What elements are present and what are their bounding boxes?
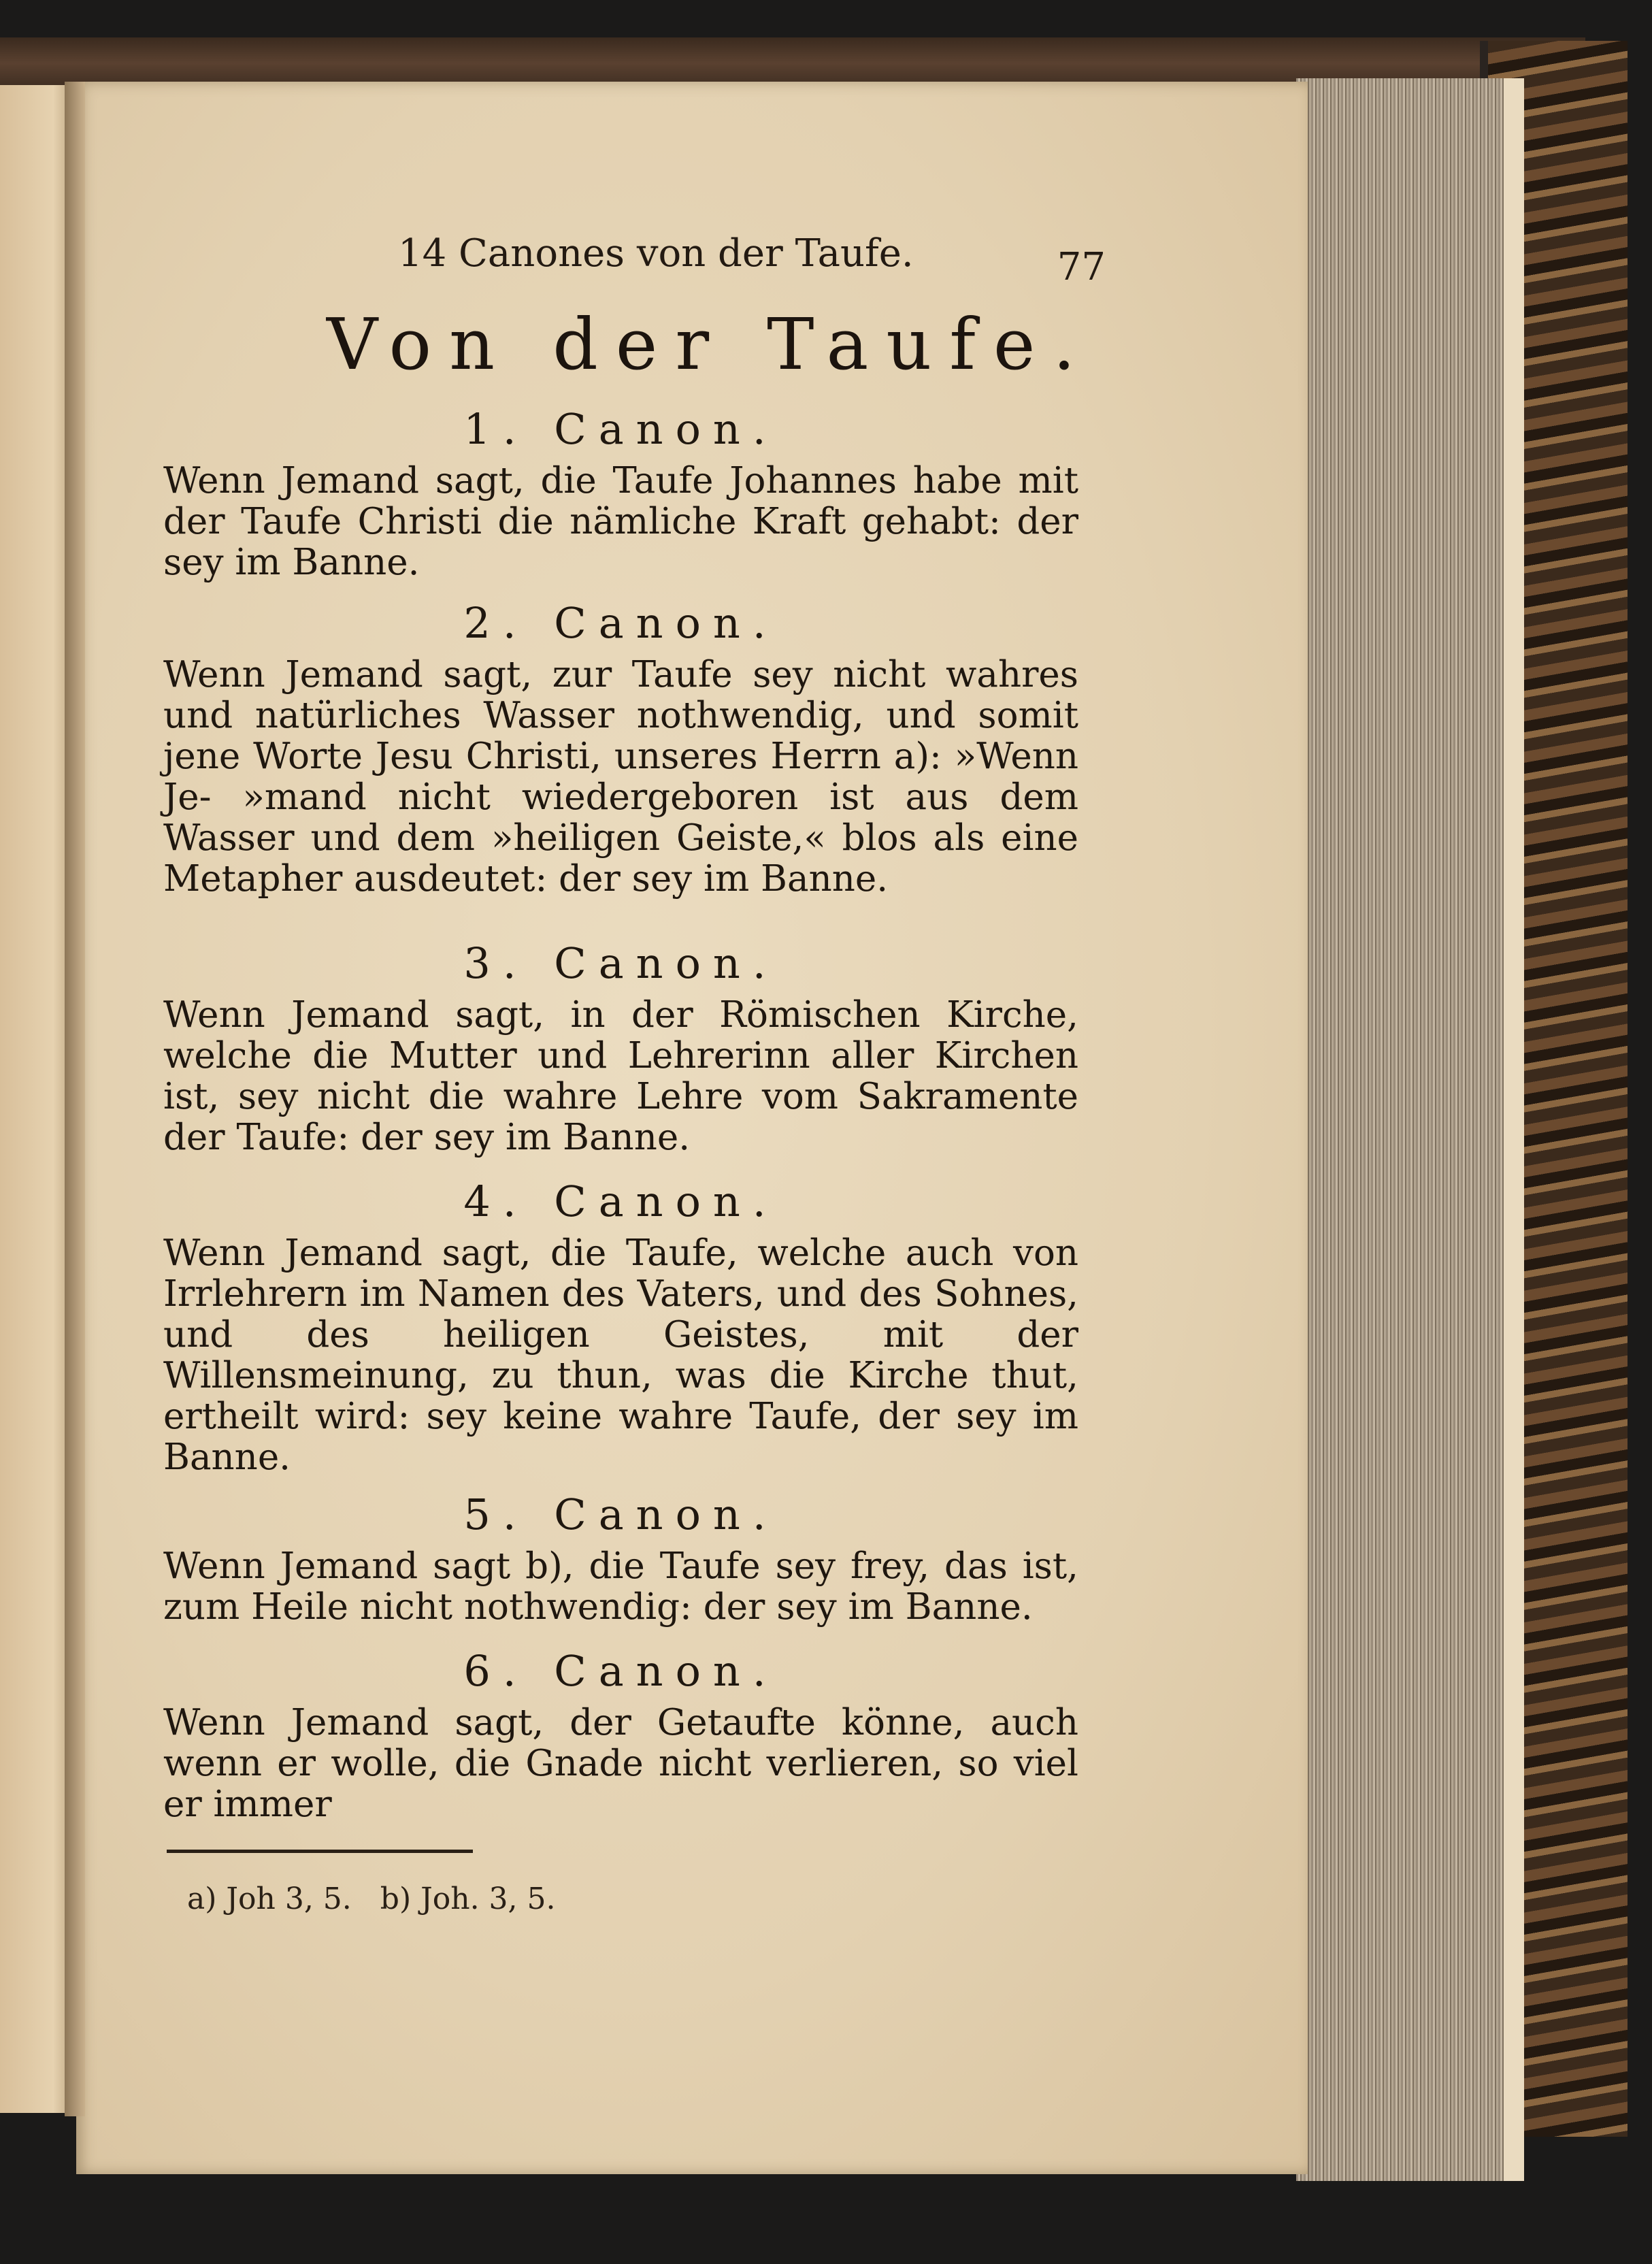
canon-heading: 1. Canon. <box>463 404 778 454</box>
page-number: 77 <box>1057 245 1106 289</box>
chapter-title: Von der Taufe. <box>327 303 1093 386</box>
canon-text: Wenn Jemand sagt, in der Römischen Kirche, welche die Mutter und Lehrerinn aller Kirchen ist, sey nicht die wahre Lehre vom Sakramente der Taufe: der sey im Banne. <box>163 994 1078 1158</box>
canon-heading: 6. Canon. <box>463 1646 778 1696</box>
footnote-rule <box>167 1850 473 1853</box>
canon-4 <box>163 1170 1078 1478</box>
canon-text: Wenn Jemand sagt, zur Taufe sey nicht wahres und natürliches Wasser nothwendig, und somit jene Worte Jesu Christi, unseres Herrn a): »Wenn Je- »mand nicht wiedergeboren ist aus dem Wasser und dem »heiligen Geiste,« blos als eine Metapher ausdeutet: der sey im Banne. <box>163 654 1078 900</box>
footnote-a: a) Joh 3, 5. <box>187 1882 352 1916</box>
canon-6 <box>163 1640 1078 1825</box>
canon-heading: 4. Canon. <box>463 1177 778 1226</box>
canon-text: Wenn Jemand sagt, die Taufe Johannes habe mit der Taufe Christi die nämliche Kraft gehabt: der sey im Banne. <box>163 460 1078 583</box>
canon-heading: 2. Canon. <box>463 598 778 648</box>
page-block-edges <box>1296 78 1524 2181</box>
canon-text: Wenn Jemand sagt, die Taufe, welche auch von Irrlehrern im Namen des Vaters, und des Sohnes, und des heiligen Geistes, mit der Willensmeinung, zu thun, was die Kirche thut, ertheilt wird: sey keine wahre Taufe, der sey im Banne. <box>163 1232 1078 1478</box>
canon-text: Wenn Jemand sagt, der Getaufte könne, auch wenn er wolle, die Gnade nicht verlieren, so viel er immer <box>163 1702 1078 1825</box>
page-header <box>398 231 1106 289</box>
canon-2 <box>163 592 1078 900</box>
canon-1 <box>163 398 1078 583</box>
canon-heading: 3. Canon. <box>463 938 778 988</box>
canon-heading: 5. Canon. <box>463 1490 778 1539</box>
canon-3 <box>163 932 1078 1158</box>
footnotes <box>187 1882 575 1916</box>
canon-5 <box>163 1483 1078 1628</box>
running-head: 14 Canones von der Taufe. <box>398 231 914 276</box>
book-gutter <box>65 82 85 2116</box>
canon-text: Wenn Jemand sagt b), die Taufe sey frey, das ist, zum Heile nicht nothwendig: der sey im Banne. <box>163 1545 1078 1628</box>
footnote-b: b) Joh. 3, 5. <box>380 1882 556 1916</box>
